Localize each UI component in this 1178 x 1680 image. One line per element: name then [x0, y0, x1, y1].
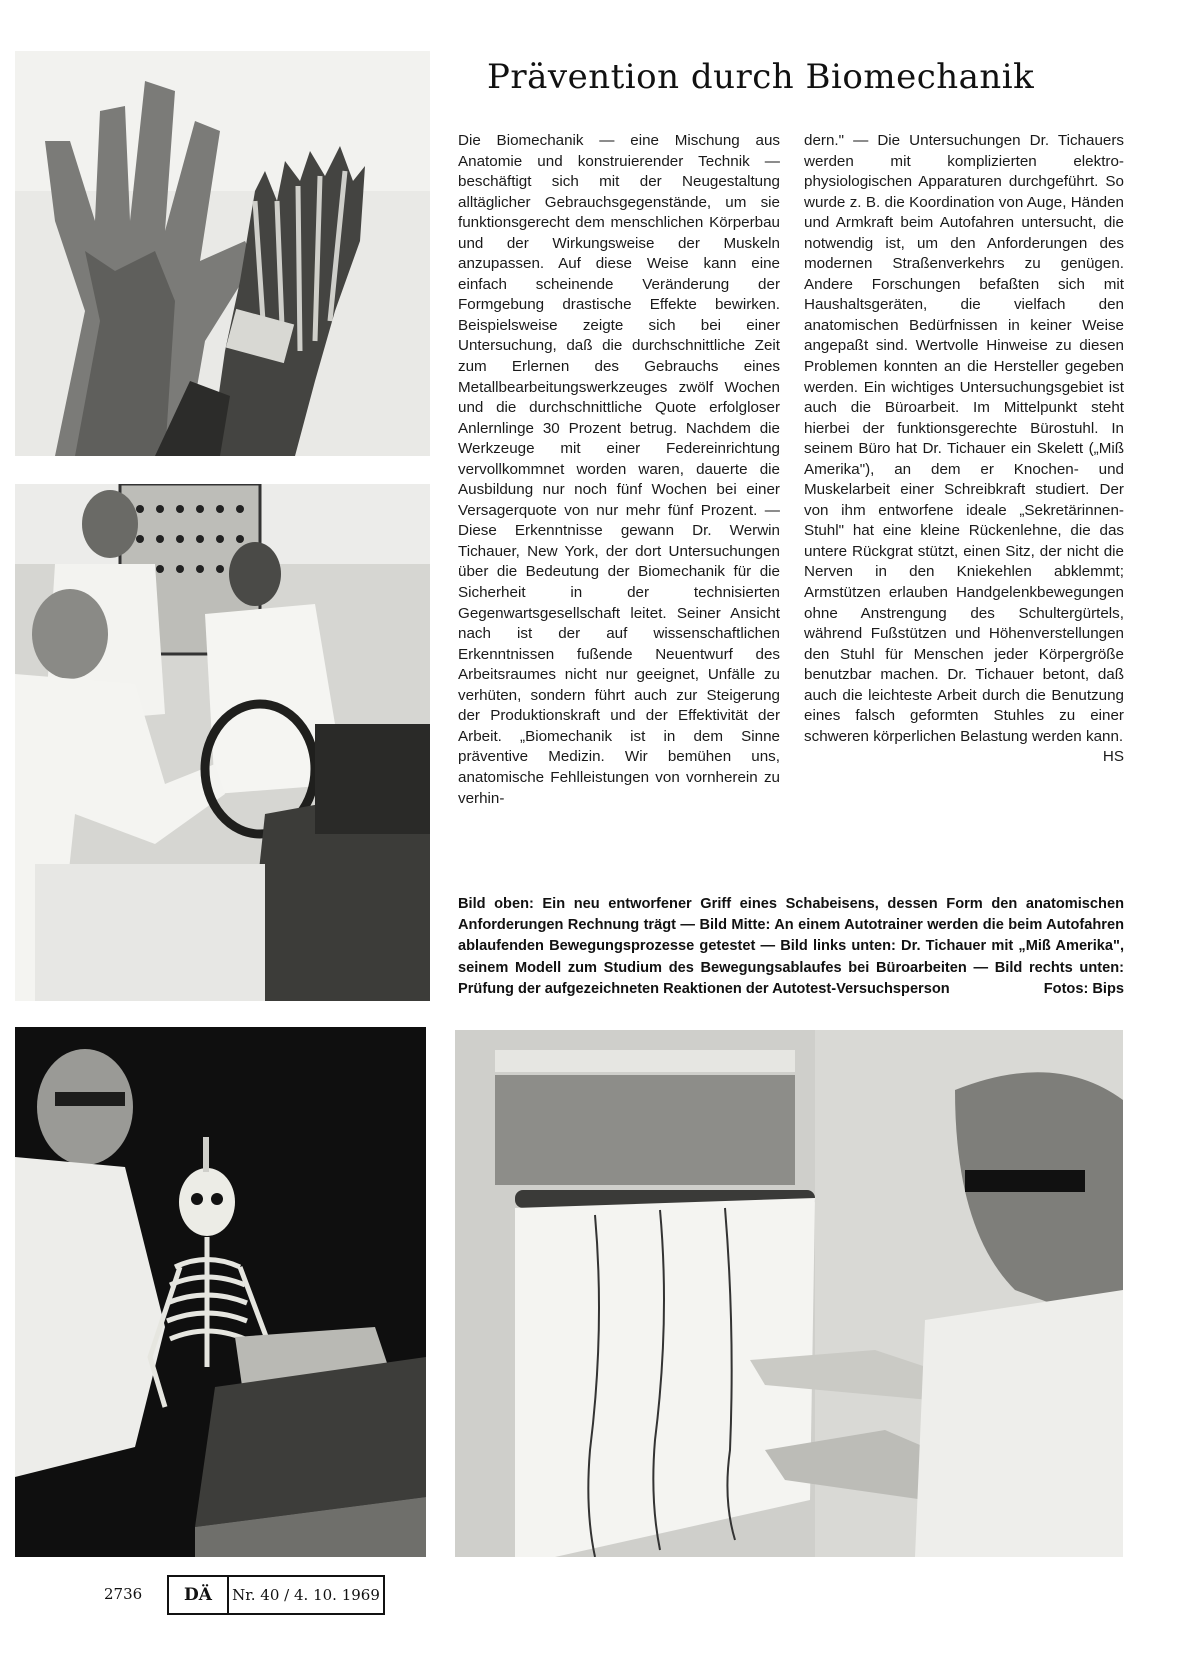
article-body-left-column: Die Biomechanik — eine Mischung aus Anatomie und konstruierender Technik — beschäftigt sich mit der Neugestaltung alltäglicher Gebrauchsgegenstände, um sie funktionsgerecht dem menschlichen Körperbau und der Wirkungsweise der Muskeln anzupassen. Auf diese Weise kann eine einfach scheinende Veränderung der Formgebung drastische Effekte bewirken. Beispielsweise zeigte sich bei einer Untersuchung, daß die durchschnittliche Zeit zum Erlernen des Gebrauchs eines Metallbearbeitungswerkzeuges zwölf Wochen und die durchschnittliche Quote erfolgloser Anlernlinge 30 Prozent betrug. Nachdem die Werkzeuge mit einer Federeinrichtung vervollkommnet worden waren, dauerte die Ausbildung nur noch fünf Wochen bei einer Versagerquote von nur mehr fünf Prozent. — Diese Erkenntnisse gewann Dr. Werwin Tichauer, New York, der dort Untersuchungen über die Bedeutung der Biomechanik für die Sicherheit in der technisierten Gegenwartsgesellschaft leitet. Seiner Ansicht nach ist der auf wissenschaftlichen Erkenntnissen fußende Neuentwurf des Arbeitsraumes nicht nur geeignet, Unfälle zu verhüten, sondern führt auch zur Steigerung der Produktionskraft und der Effektivität der Arbeit. „Biomechanik ist in dem Sinne präventive Medizin. Wir bemühen uns, anatomische Fehlleistungen von vornherein zu verhin-: [458, 132, 780, 807]
article-body-right-text: dern." — Die Untersuchungen Dr. Tichauers werden mit komplizierten elektro-physiologischen Apparaturen durchgeführt. So wurde z. B. die Koordination von Auge, Händen und Armkraft beim Autofahren untersucht, die notwendig ist, um den Anforderungen des modernen Straßenverkehrs zu genügen. Andere Forschungen befaßten sich mit Haushaltsgeräten, die vielfach den anatomischen Bedürfnissen in keiner Weise angepaßt sind. Wertvolle Hinweise zu diesen Problemen konnten an die Hersteller gegeben werden. Ein wichtiges Untersuchungsgebiet ist auch die Büroarbeit. Im Mittelpunkt steht hierbei der funktionsgerechte Bürostuhl. In seinem Büro hat Dr. Tichauer ein Skelett („Miß Amerika"), an dem er Knochen- und Muskelarbeit einer Schreibkraft studiert. Der von ihm entworfene ideale „Sekretärinnen-Stuhl" hat eine kleine Rückenlehne, die das untere Rückgrat stützt, einen Sitz, der nicht die Nerven in den Kniekehlen abklemmt; Armstützen erlauben Handgelenkbewegungen ohne Anstrengung des Schultergürtels, während Fußstützen und Höhenverstellungen den Stuhl für Menschen jeder Körpergröße benutzbar machen. Dr. Tichauer betont, daß auch die leichteste Arbeit durch die Benutzung eines falsch geformten Stuhles zu einer schweren körperlichen Belastung werden kann.: [804, 132, 1124, 745]
journal-issue-box: [167, 1575, 385, 1615]
photo-hand-and-scraper-grip: [15, 51, 430, 456]
page-number: 2736: [104, 1585, 143, 1603]
journal-logo: DÄ: [169, 1577, 229, 1613]
author-initials: HS: [1102, 748, 1124, 766]
page-footer: [104, 1575, 404, 1613]
journal-issue-date: Nr. 40 / 4. 10. 1969: [232, 1586, 380, 1604]
photo-credit: Fotos: Bips: [1043, 980, 1124, 997]
photo-chart-recorder: [455, 1030, 1123, 1557]
article-body-right-column: [804, 131, 1124, 768]
photo-autotrainer: [15, 484, 430, 1001]
caption-text: Bild oben: Ein neu entworfener Griff eines Schabeisens, dessen Form den anatomischen Anforderungen Rechnung trägt — Bild Mitte: An einem Autotrainer werden die beim Autofahren ablaufenden Bewegungsprozesse getestet — Bild links unten: Dr. Tichauer mit „Miß Amerika", seinem Modell zum Studium des Bewegungsablaufes bei Büroarbeiten — Bild rechts unten: Prüfung der aufgezeichneten Reaktionen der Autotest-Versuchsperson: [458, 896, 1124, 997]
photo-skeleton-miss-amerika: [15, 1027, 426, 1557]
photo-caption: [458, 894, 1124, 1000]
article-title: Prävention durch Biomechanik: [487, 57, 1035, 97]
